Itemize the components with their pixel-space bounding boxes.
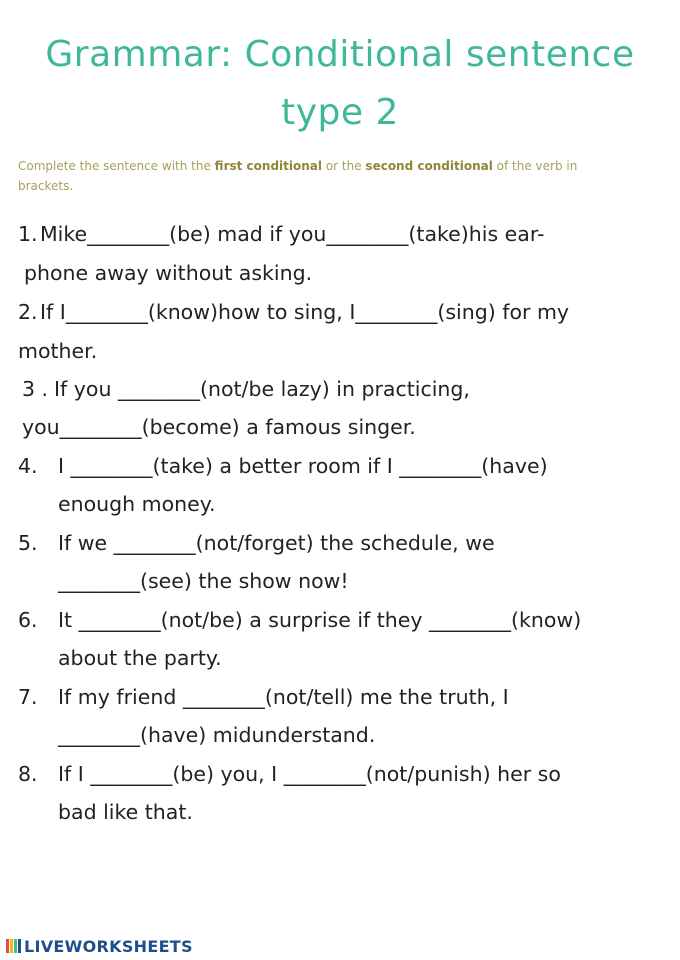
instructions-text-end: of the verb in [492, 159, 578, 173]
liveworksheets-icon [6, 939, 21, 953]
exercise-7-number: 7. [18, 685, 38, 709]
exercise-2-line-1: If I________(know)how to sing, I________(sing) for my [40, 300, 570, 324]
exercise-8-line-1: If I ________(be) you, I ________(not/punish) her so [58, 762, 561, 786]
exercise-5-line-1: If we ________(not/forget) the schedule, we [58, 531, 495, 555]
exercise-1-line-1: Mike________(be) mad if you________(take)his ear- [40, 222, 545, 246]
exercise-6-number: 6. [18, 608, 38, 632]
exercise-7-line-2: ________(have) midunderstand. [58, 723, 376, 747]
title-line-2: type 2 [281, 92, 399, 133]
exercise-8-number: 8. [18, 762, 38, 786]
instructions-second-conditional: second conditional [365, 159, 493, 173]
exercise-6-line-1: It ________(not/be) a surprise if they ________(know) [58, 608, 582, 632]
exercise-2-number: 2. [18, 300, 38, 324]
exercise-7-line-1: If my friend ________(not/tell) me the truth, I [58, 685, 509, 709]
liveworksheets-logo[interactable] [6, 936, 193, 956]
exercise-5-number: 5. [18, 531, 38, 555]
exercise-4-line-2: enough money. [58, 492, 216, 516]
exercise-2-line-2: mother. [18, 339, 98, 363]
exercise-4-line-1: I ________(take) a better room if I ________(have) [58, 454, 548, 478]
exercise-4-number: 4. [18, 454, 38, 478]
liveworksheets-brand: LIVEWORKSHEETS [24, 936, 193, 956]
instructions-or: or the [322, 159, 366, 173]
instructions-first-conditional: first conditional [214, 159, 322, 173]
instructions [18, 156, 668, 196]
exercise-8-line-2: bad like that. [58, 800, 193, 824]
instructions-text: Complete the sentence with the [18, 159, 215, 173]
exercise-1-number: 1. [18, 222, 38, 246]
instructions-brackets: brackets. [18, 179, 74, 193]
exercise-1-line-2: phone away without asking. [24, 261, 313, 285]
exercise-3-line-2: you________(become) a famous singer. [22, 415, 416, 439]
exercise-5-line-2: ________(see) the show now! [58, 569, 349, 593]
exercise-3-number: 3 . [22, 377, 49, 401]
exercise-6-line-2: about the party. [58, 646, 222, 670]
exercise-3-line-1: If you ________(not/be lazy) in practicing, [54, 377, 470, 401]
title-line-1: Grammar: Conditional sentence [45, 34, 635, 75]
